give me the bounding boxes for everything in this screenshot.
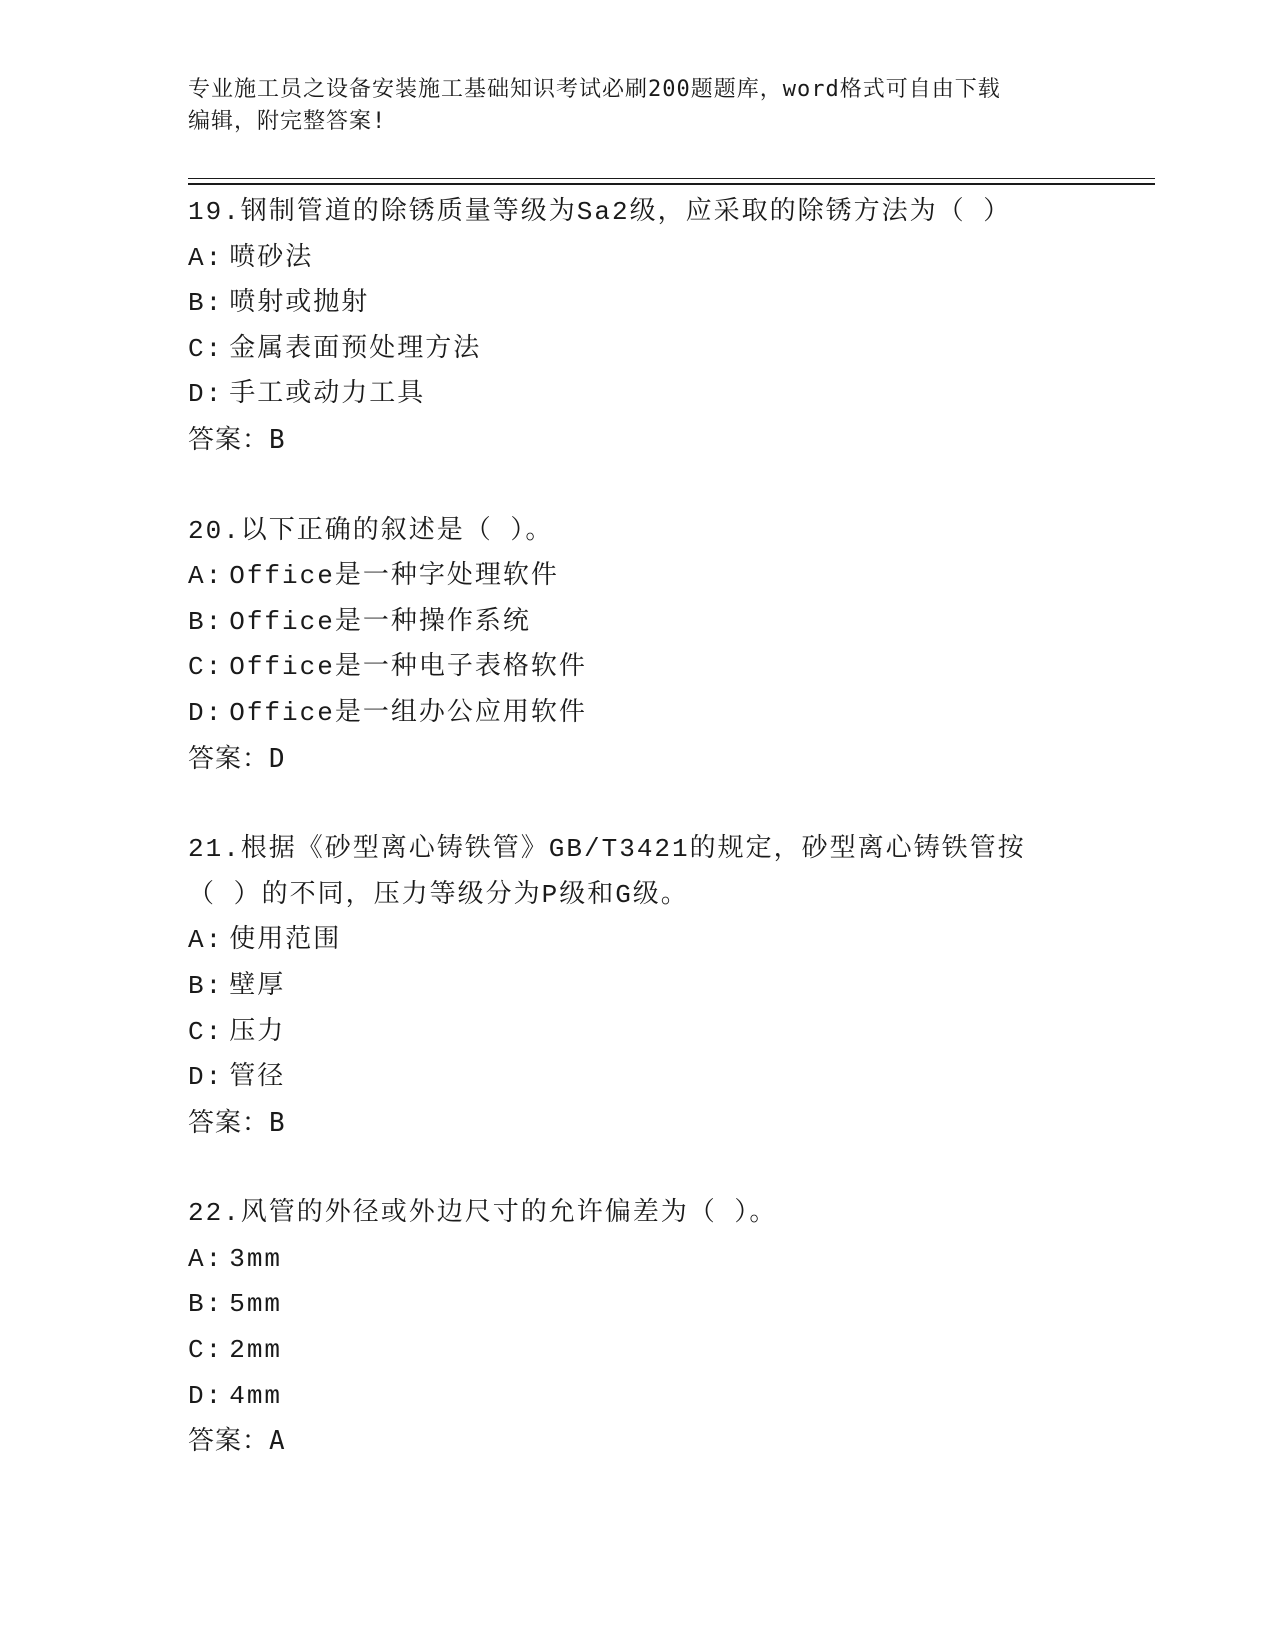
answer-line — [188, 1419, 1088, 1465]
option-text: 喷射或抛射 — [229, 288, 370, 319]
option-a — [188, 554, 1088, 600]
header-title-line-1: 专业施工员之设备安装施工基础知识考试必刷200题题库，word格式可自由下载 — [188, 77, 1001, 102]
option-letter: B: — [188, 1289, 224, 1320]
question-stem: 20.以下正确的叙述是（ ）。 — [188, 515, 554, 546]
option-letter: A: — [188, 925, 224, 956]
option-d — [188, 1055, 1088, 1101]
question-21 — [188, 827, 1088, 1146]
option-text: 喷砂法 — [229, 242, 314, 273]
option-c — [188, 645, 1088, 691]
question-22 — [188, 1191, 1088, 1465]
option-text: 管径 — [229, 1062, 286, 1093]
option-text: 金属表面预处理方法 — [229, 333, 482, 364]
option-b — [188, 964, 1088, 1010]
option-b — [188, 1282, 1088, 1328]
answer-line — [188, 737, 1088, 783]
option-letter: C: — [188, 1016, 224, 1047]
option-text: 压力 — [229, 1016, 286, 1047]
option-a — [188, 236, 1088, 282]
option-text: 壁厚 — [229, 970, 286, 1001]
option-text: 4mm — [229, 1380, 283, 1411]
option-letter: C: — [188, 652, 224, 683]
option-letter: D: — [188, 1380, 224, 1411]
option-letter: C: — [188, 1335, 224, 1366]
header-divider-thick — [188, 183, 1155, 185]
option-letter: D: — [188, 379, 224, 410]
answer-label: 答案： — [188, 743, 270, 774]
answer-label: 答案： — [188, 1426, 270, 1457]
option-d — [188, 691, 1088, 737]
option-letter: C: — [188, 333, 224, 364]
option-text: 3mm — [229, 1243, 283, 1274]
answer-value: D — [269, 743, 286, 774]
question-list — [188, 190, 1088, 1510]
option-text: Office是一种字处理软件 — [229, 561, 559, 592]
answer-line — [188, 1101, 1088, 1147]
option-text: Office是一种电子表格软件 — [229, 652, 587, 683]
question-20 — [188, 509, 1088, 783]
question-19 — [188, 190, 1088, 464]
answer-value: A — [269, 1426, 286, 1457]
option-letter: B: — [188, 606, 224, 637]
option-text: 5mm — [229, 1289, 283, 1320]
option-a — [188, 918, 1088, 964]
option-text: 2mm — [229, 1335, 283, 1366]
option-letter: D: — [188, 697, 224, 728]
header-title-line-2: 编辑，附完整答案! — [188, 109, 387, 134]
option-text: 手工或动力工具 — [229, 379, 426, 410]
answer-label: 答案： — [188, 1107, 270, 1138]
option-b — [188, 600, 1088, 646]
option-letter: B: — [188, 970, 224, 1001]
option-text: Office是一种操作系统 — [229, 606, 531, 637]
option-a — [188, 1237, 1088, 1283]
option-letter: B: — [188, 288, 224, 319]
document-header — [188, 74, 1088, 138]
option-c — [188, 1010, 1088, 1056]
header-divider-thin — [188, 178, 1155, 179]
option-b — [188, 281, 1088, 327]
option-d — [188, 1374, 1088, 1420]
question-stem: 21.根据《砂型离心铸铁管》GB/T3421的规定，砂型离心铸铁管按（ ）的不同，压力等级分为P级和G级。 — [188, 834, 1026, 910]
option-text: Office是一组办公应用软件 — [229, 697, 587, 728]
question-stem: 22.风管的外径或外边尺寸的允许偏差为（ ）。 — [188, 1198, 778, 1229]
option-letter: A: — [188, 561, 224, 592]
option-c — [188, 1328, 1088, 1374]
answer-value: B — [269, 424, 286, 455]
answer-line — [188, 418, 1088, 464]
option-text: 使用范围 — [229, 925, 342, 956]
option-d — [188, 372, 1088, 418]
answer-label: 答案： — [188, 424, 270, 455]
option-letter: D: — [188, 1062, 224, 1093]
option-letter: A: — [188, 1243, 224, 1274]
option-c — [188, 327, 1088, 373]
option-letter: A: — [188, 242, 224, 273]
answer-value: B — [269, 1107, 286, 1138]
question-stem: 19.钢制管道的除锈质量等级为Sa2级，应采取的除锈方法为（ ） — [188, 197, 1012, 227]
